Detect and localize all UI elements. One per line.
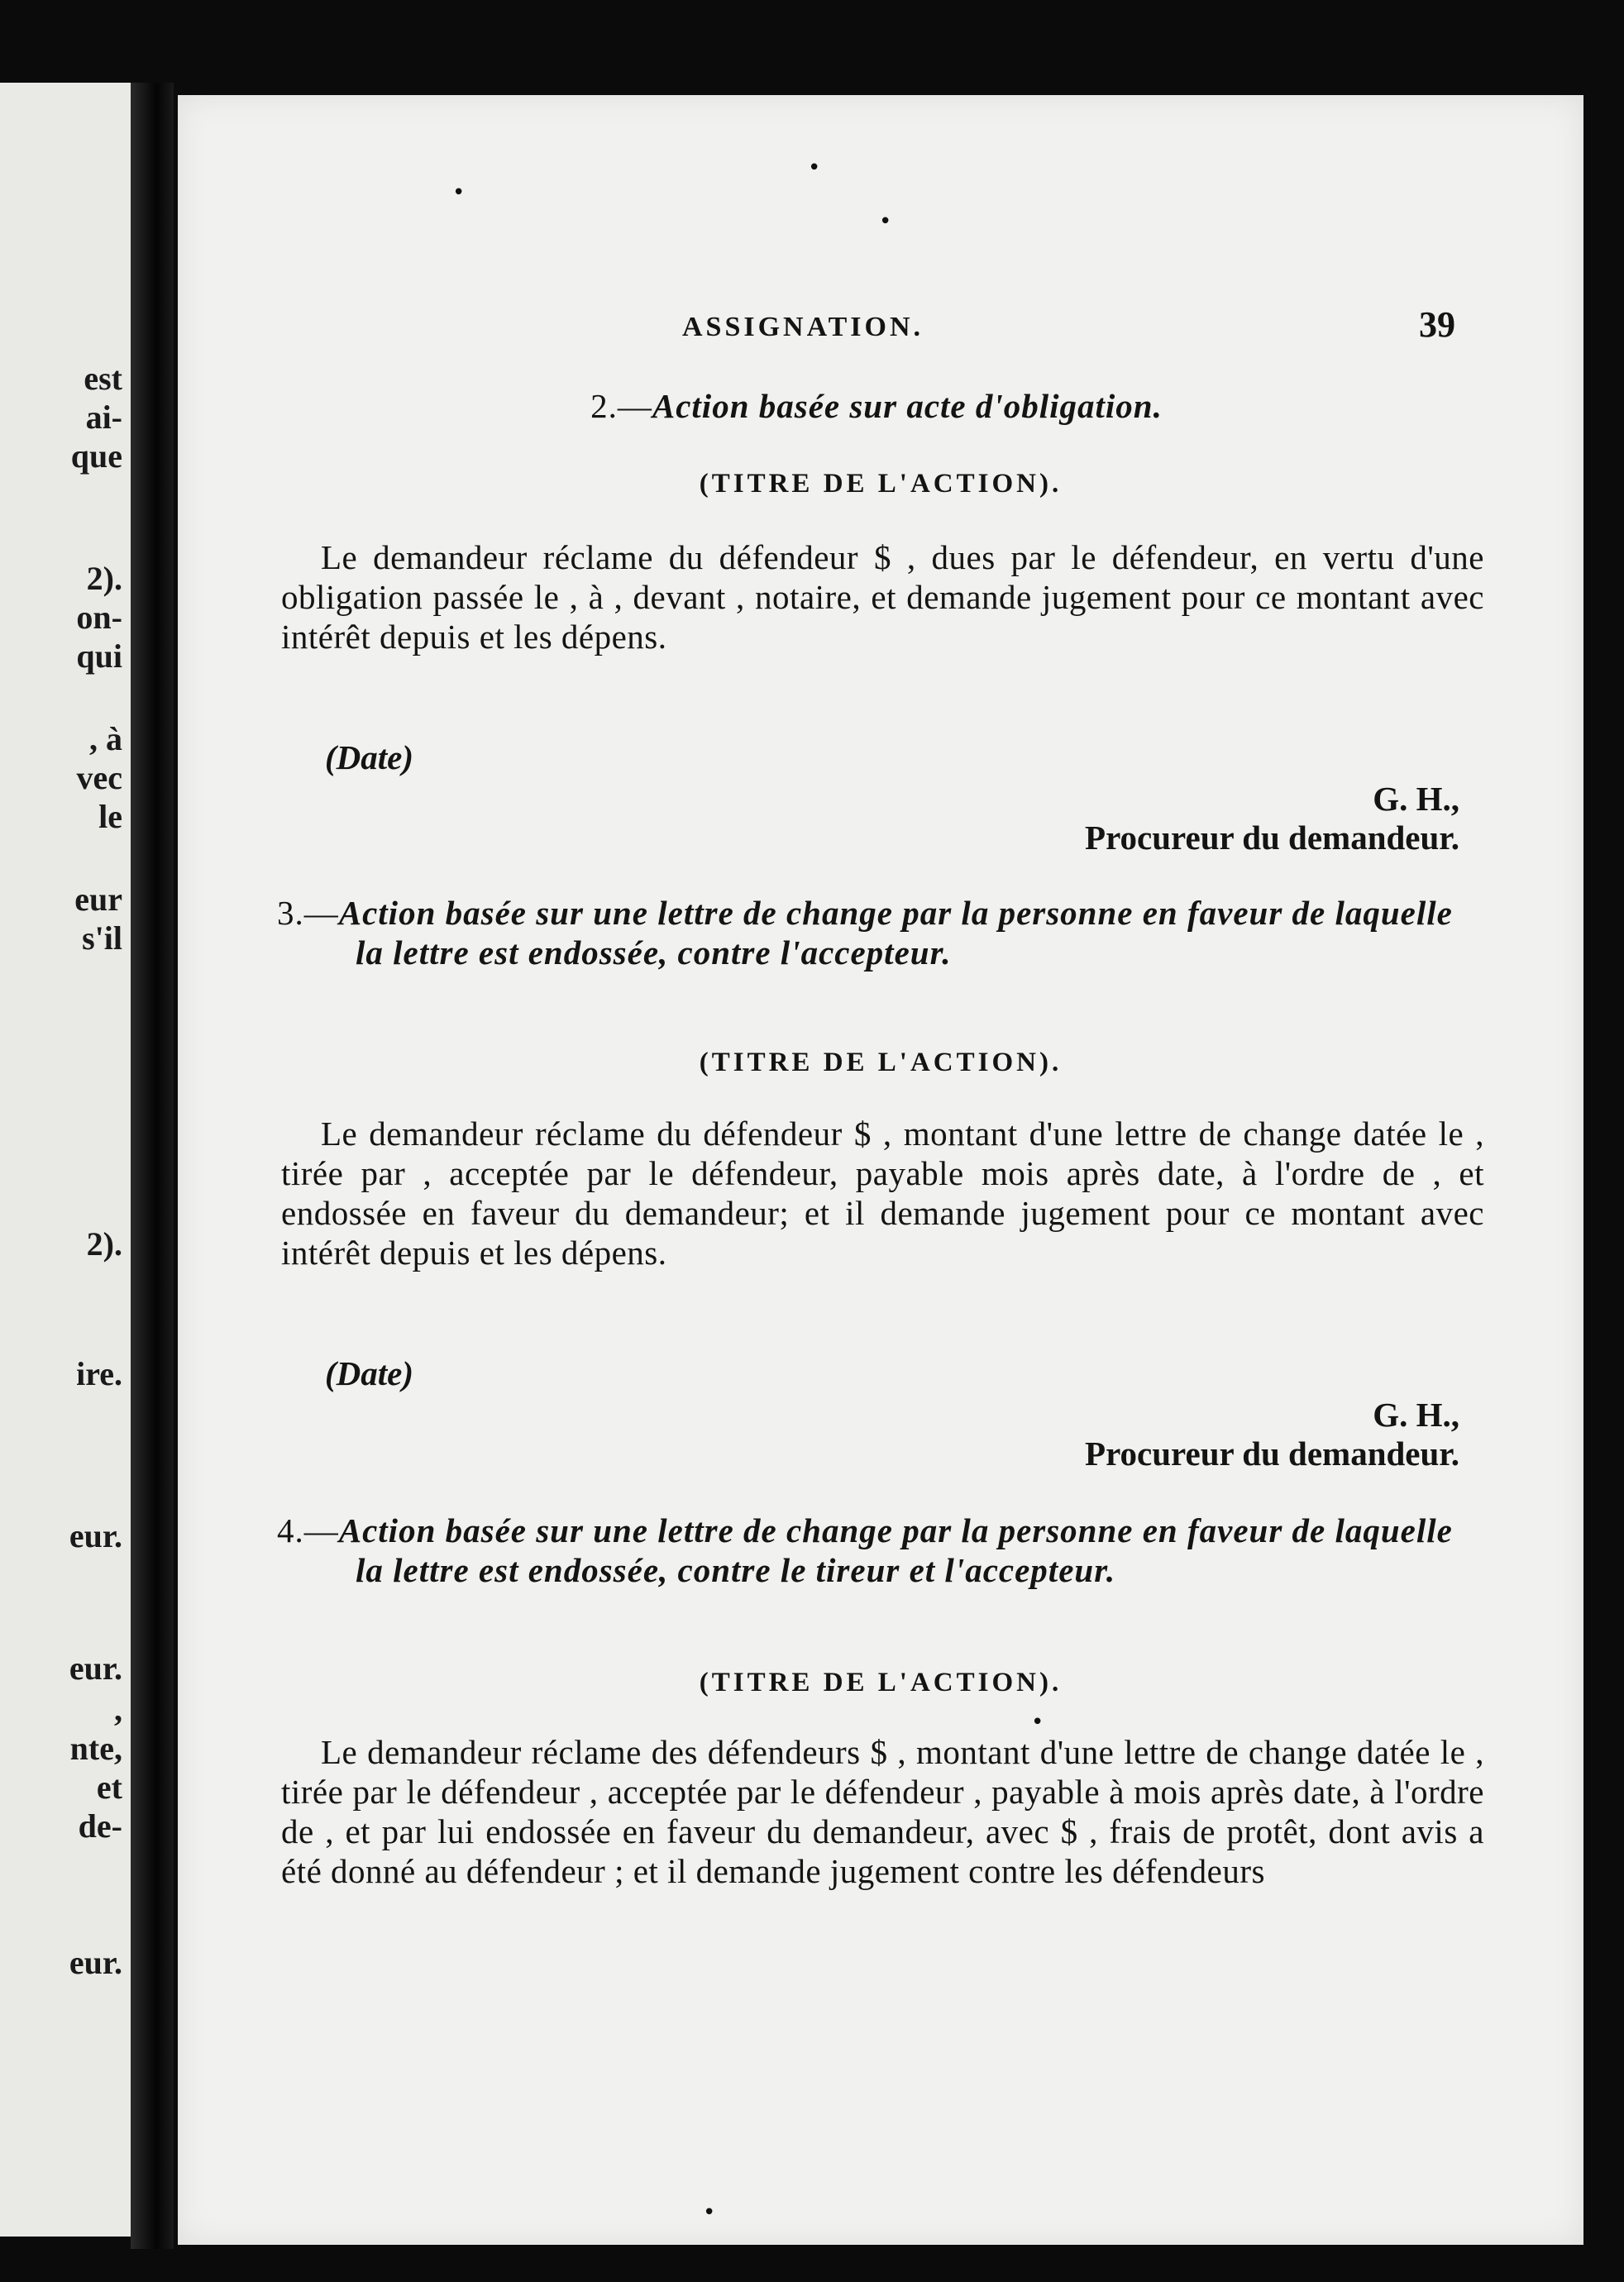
speck-mark: • [452, 180, 466, 205]
section-3-heading [277, 893, 1476, 972]
left-page-text: vec [76, 759, 122, 796]
left-page-text: on- [76, 599, 122, 636]
book-spine [131, 83, 174, 2249]
left-page-text: , à [89, 720, 122, 757]
section-4-body: Le demandeur réclame des défendeurs $ , montant d'une lettre de change datée le , tirée par le défendeur , acceptée par le défendeur , payable à mois après date, à l'ordre de , et par lui endossée en faveur du demandeur, avec $ , frais de protêt, dont avis a été donné au défendeur ; et il demande jugement contre les défendeurs [281, 1733, 1484, 1890]
running-head: ASSIGNATION. [682, 312, 924, 342]
section-3-signature-role: Procureur du demandeur. [1085, 1435, 1459, 1473]
section-3-number: 3.— [277, 894, 339, 932]
left-page-text: , [114, 1691, 122, 1728]
section-2-date: (Date) [325, 738, 414, 776]
left-page-text: qui [76, 637, 122, 675]
left-page-text: ire. [76, 1355, 122, 1392]
left-page-text: ai- [85, 399, 122, 436]
section-2-body: Le demandeur réclame du défendeur $ , dues par le défendeur, en vertu d'une obligation passée le , à , devant , notaire, et demande jugement pour ce montant avec intérêt depuis et les dépens. [281, 538, 1484, 656]
left-page-text: de- [78, 1807, 122, 1845]
book-page [178, 95, 1583, 2245]
section-2-heading [277, 386, 1476, 426]
section-3-heading-text: Action basée sur une lettre de change par la personne en faveur de laquelle la lettre est endossée, contre l'accepteur. [338, 894, 1453, 972]
left-page-text: 2). [86, 1225, 122, 1263]
section-3-signature: G. H., [1373, 1396, 1459, 1434]
page-number: 39 [1419, 304, 1455, 345]
section-3-title: (TITRE DE L'ACTION). [699, 1048, 1063, 1077]
section-4-heading [277, 1511, 1476, 1590]
left-page-text: eur. [69, 1517, 122, 1554]
left-page-text: eur. [69, 1944, 122, 1981]
left-page-text: et [96, 1769, 122, 1806]
left-page-text: le [98, 798, 122, 835]
left-page-text: nte, [69, 1730, 122, 1767]
speck-mark: • [703, 2200, 716, 2225]
left-page-text: 2). [86, 560, 122, 597]
speck-mark: • [879, 209, 892, 234]
section-4-heading-text: Action basée sur une lettre de change par la personne en faveur de laquelle la lettre est endossée, contre le tireur et l'accepteur. [338, 1511, 1453, 1589]
section-3-body: Le demandeur réclame du défendeur $ , montant d'une lettre de change datée le , tirée par , acceptée par le défendeur, payable mois après date, à l'ordre de , et endossée en faveur du demandeur; et il demande jugement pour ce montant avec intérêt depuis et les dépens. [281, 1115, 1484, 1272]
section-4-title: (TITRE DE L'ACTION). [699, 1668, 1063, 1697]
left-page-text: eur. [69, 1649, 122, 1687]
section-2-heading-text: Action basée sur acte d'obligation. [652, 387, 1163, 425]
section-3-date: (Date) [325, 1354, 414, 1392]
left-page-text: est [84, 360, 122, 397]
section-2-signature: G. H., [1373, 780, 1459, 818]
left-page-text: eur [74, 881, 122, 918]
section-2-number: 2.— [590, 387, 652, 425]
section-2-signature-role: Procureur du demandeur. [1085, 819, 1459, 857]
previous-page-edge [0, 83, 131, 2237]
section-4-number: 4.— [277, 1511, 339, 1549]
left-page-text: s'il [82, 919, 122, 957]
speck-mark: • [808, 155, 821, 180]
section-2-title: (TITRE DE L'ACTION). [699, 469, 1063, 499]
left-page-text: que [70, 437, 122, 475]
speck-mark: • [1031, 1710, 1044, 1735]
